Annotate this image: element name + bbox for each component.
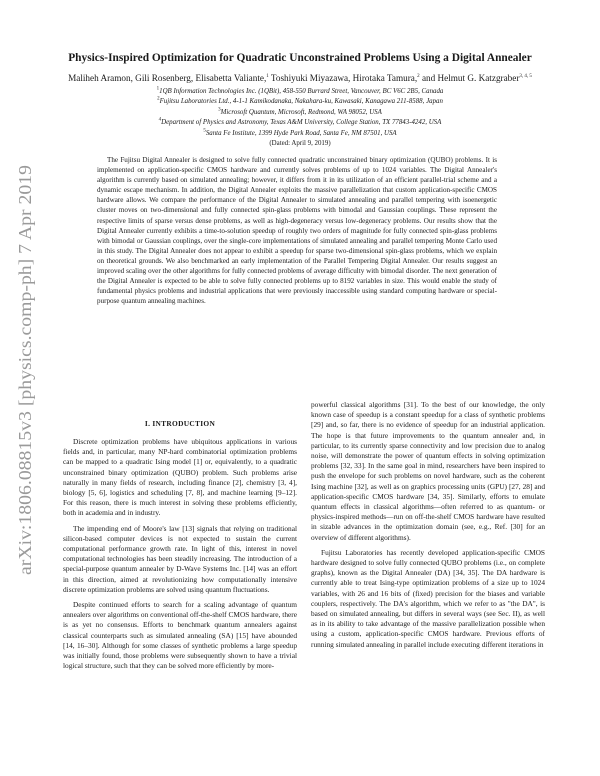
paragraph: powerful classical algorithms [31]. To the best of our knowledge, the only known case of speedup is a constant speedup for a class of synthetic problems [29] and, so far, there is no evidence of speedup for an industrial application. The hope is that future improvements to the quantum annealer and, in particular, to its currently sparse connectivity and low precision due to analog noise, will demonstrate the power of quantum effects in solving optimization problems [32, 33]. In the same goal in mind, researchers have been inspired to push the envelope for such problems on novel hardware, such as the coherent Ising machine [32], as well as on graphics processing units (GPU) [27, 28] and application-specific CMOS hardware [34, 35]. Similarly, efforts to emulate quantum effects in classical algorithms—often referred to as quantum- or physics-inspired methods—run on off-the-shelf CMOS hardware have resulted in sizable advances in the optimization domain (see, e.g., Ref. [30] for an overview of different algorithms). — [311, 400, 545, 542]
affiliation-number: 1 — [156, 86, 160, 92]
arxiv-stamp-text: arXiv:1806.08815v3 [physics.comp-ph] 7 Apr 2019 — [15, 201, 35, 575]
left-column — [63, 437, 297, 676]
affiliation-number: 5 — [203, 128, 206, 134]
paper-title: Physics-Inspired Optimization for Quadratic Unconstrained Problems Using a Digital Annealer — [68, 52, 532, 64]
affiliation-number: 4 — [158, 117, 162, 123]
paragraph: Despite continued efforts to search for a scaling advantage of quantum annealers over algorithms on conventional off-the-shelf CMOS hardware, there is as yet no consensus. Efforts to benchmark quantum annealers against classical counterparts such as simulated annealing (SA) [15] have abounded [14, 16–30]. Although for some classes of synthetic problems a large speedup was initially found, those problems were subsequently shown to have a trivial logical structure, such that they can be solved more efficiently by more- — [63, 600, 297, 671]
author-affil-1: 1 — [266, 73, 269, 79]
affiliation — [60, 129, 540, 139]
right-column — [311, 400, 545, 655]
abstract: The Fujitsu Digital Annealer is designed to solve fully connected quadratic unconstrained binary optimization (QUBO) problems. It is implemented on application-specific CMOS hardware and currently solves problems of up to 1024 variables. The Digital Annealer's algorithm is currently based on simulated annealing; however, it differs from it in its utilization of an efficient parallel-trial scheme and a dynamic escape mechanism. In addition, the Digital Annealer exploits the massive parallelization that custom application-specific CMOS hardware allows. We compare the performance of the Digital Annealer to simulated annealing and parallel tempering with isoenergetic cluster moves on two-dimensional and fully connected spin-glass problems with bimodal and Gaussian couplings. These represent the respective limits of sparse versus dense problems, as well as high-degeneracy versus low-degeneracy problems. Our results show that the Digital Annealer currently exhibits a time-to-solution speedup of roughly two orders of magnitude for fully connected spin-glass problems with bimodal or Gaussian couplings, over the single-core implementations of simulated annealing and parallel tempering Monte Carlo used in this study. The Digital Annealer does not appear to exhibit a speedup for sparse two-dimensional spin-glass problems, which we explain on theoretical grounds. We also benchmarked an early implementation of the Parallel Tempering Digital Annealer. Our results suggest an improved scaling over the other algorithms for fully connected problems of average difficulty with bimodal disorder. The next generation of the Digital Annealer is expected to be able to solve fully connected problems up to 8192 variables in size. This would enable the study of fundamental physics problems and industrial applications that were previously inaccessible using standard computing hardware or special-purpose quantum annealing machines. — [97, 156, 497, 306]
author-affil-3: 3, 4, 5 — [519, 73, 532, 79]
paragraph: The impending end of Moore's law [13] signals that relying on traditional silicon-based computer devices is not expected to sustain the current computational performance growth rate. In light of this, interest in novel computational technologies has been steadily increasing. The introduction of a special-purpose quantum annealer by D-Wave Systems Inc. [14] was an effort in this direction, aimed at revolutionizing how computationally intensive discrete optimization problems are solved using quantum fluctuations. — [63, 523, 297, 594]
authors-part-1: Maliheh Aramon, Gili Rosenberg, Elisabetta Valiante, — [68, 73, 267, 83]
affiliation-text: Santa Fe Institute, 1399 Hyde Park Road, Santa Fe, NM 87501, USA — [205, 129, 397, 137]
affiliation — [60, 87, 540, 97]
affiliation-number: 2 — [157, 97, 160, 103]
paragraph: Discrete optimization problems have ubiquitous applications in various fields and, in particular, many NP-hard combinatorial optimization problems can be mapped to a quadratic Ising model [1] or, equivalently, to a quadratic unconstrained binary optimization (QUBO) problem. Such problems arise naturally in many fields of research, including finance [2], chemistry [3, 4], biology [5, 6], logistics and scheduling [7, 8], and machine learning [9–12]. For this reason, there is much interest in solving these problems efficiently, both in academia and in industry. — [63, 437, 297, 518]
affiliation-text: Microsoft Quantum, Microsoft, Redmond, WA 98052, USA — [220, 108, 382, 116]
authors-part-2: Toshiyuki Miyazawa, Hirotaka Tamura, — [268, 73, 418, 83]
section-heading-introduction: I. INTRODUCTION — [144, 419, 216, 428]
paragraph: Fujitsu Laboratories has recently developed application-specific CMOS hardware designed to solve fully connected QUBO problems (i.e., on complete graphs), known as the Digital Annealer (DA) [34, 35]. The DA hardware is currently able to treat Ising-type optimization problems of a size up to 1024 variables, with 26 and 16 bits of (fixed) precision for the biases and variable couplers, respectively. The DA's algorithm, which we refer to as "the DA", is based on simulated annealing, but differs in several ways (see Sec. II), as well as in its ability to take advantage of the massive parallelization possible when using a custom, application-specific CMOS hardware. Previous efforts of running simulated annealing in parallel include executing different iterations in — [311, 547, 545, 649]
affiliation — [60, 108, 540, 118]
author-list — [60, 73, 540, 83]
affiliation — [60, 118, 540, 128]
authors-part-3: and Helmut G. Katzgraber — [419, 73, 520, 83]
affiliation — [60, 97, 540, 107]
author-affil-2: 2 — [417, 73, 420, 79]
arxiv-stamp-svg — [2, 160, 42, 580]
affiliation-number: 3 — [218, 107, 221, 113]
affiliation-text: Fujitsu Laboratories Ltd., 4-1-1 Kamikodanaka, Nakahara-ku, Kawasaki, Kanagawa 211-8588, Japan — [159, 98, 443, 106]
dated-line: (Dated: April 9, 2019) — [269, 140, 331, 147]
affiliation-text: Department of Physics and Astronomy, Texas A&M University, College Station, TX 77843-4242, USA — [161, 119, 442, 127]
affiliations — [60, 87, 540, 139]
affiliation-text: 1QB Information Technologies Inc. (1QBit), 458-550 Burrard Street, Vancouver, BC V6C 2B5, Canada — [159, 88, 444, 95]
arxiv-stamp — [2, 160, 42, 580]
